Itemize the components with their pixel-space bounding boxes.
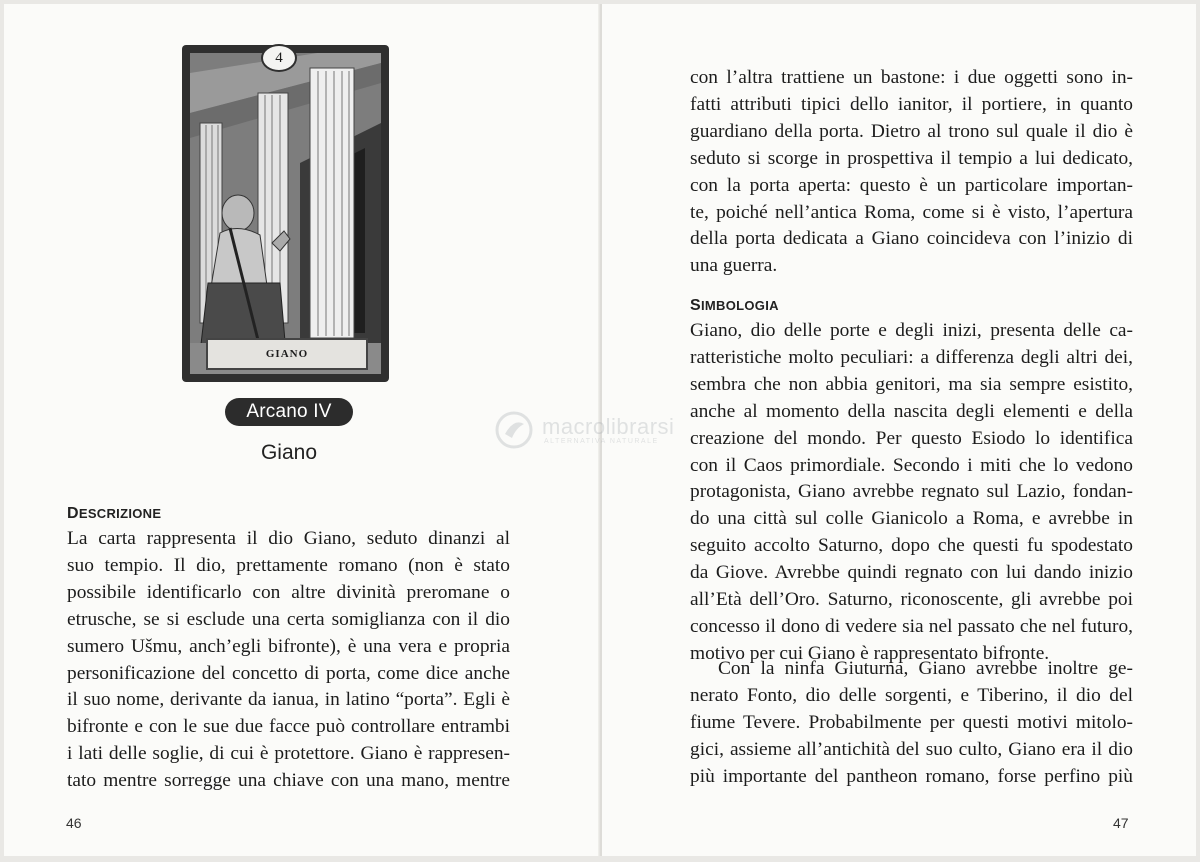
continuation-text — [690, 65, 1133, 280]
heading-rest: IMBOLOGIA — [700, 298, 779, 313]
text-line: creazione del mondo. Per questo Esiodo lo identifica — [690, 427, 1133, 449]
text-line: seduto si scorge in prospettiva il tempio a lui dedicato, — [690, 147, 1133, 169]
text-line: tato mentre sorregge una chiave con una mano, mentre — [67, 770, 510, 792]
text-line: motivo per cui Giano è rappresentato bifronte. — [690, 642, 1050, 664]
text-line: con il Caos primordiale. Secondo i miti che lo vedono — [690, 454, 1133, 476]
card-number-badge: 4 — [261, 44, 297, 72]
text-line: bifronte e con le sue due facce può controllare entrambi — [67, 716, 510, 738]
janus-temple-illustration — [190, 53, 381, 374]
arcano-label: Arcano IV — [225, 398, 353, 426]
card-artwork-frame — [190, 53, 381, 374]
watermark-tagline: ALTERNATIVA NATURALE — [544, 438, 659, 445]
page-number-left: 46 — [66, 815, 82, 831]
card-name-banner: GIANO — [206, 338, 368, 370]
page-number-right: 47 — [1113, 815, 1129, 831]
text-line: ratteristiche molto peculiari: a differenza degli altri dei, — [690, 346, 1133, 368]
text-line: Con la ninfa Giuturna, Giano avrebbe inoltre ge- — [718, 658, 1133, 679]
text-line: fatti attributi tipici dello ianitor, il portiere, in quanto — [690, 93, 1133, 115]
heading-initial: D — [67, 505, 79, 522]
text-line: Giano, dio delle porte e degli inizi, presenta delle ca- — [690, 320, 1133, 341]
text-line: La carta rappresenta il dio Giano, seduto dinanzi al — [67, 528, 510, 549]
heading-initial: S — [690, 297, 701, 314]
text-line: suo tempio. Il dio, prettamente romano (non è stato — [67, 554, 510, 576]
text-line: concesso il dono di vedere sia nel passato che nel futuro, — [690, 615, 1133, 637]
text-line: gici, assieme all’antichità del suo culto, Giano era il dio — [690, 738, 1133, 760]
heading-rest: ESCRIZIONE — [78, 506, 162, 521]
text-line: do una città sul colle Gianicolo a Roma, e avrebbe in — [690, 508, 1133, 530]
watermark-brand: macrolibrarsi — [542, 414, 675, 439]
text-line: con l’altra trattiene un bastone: i due oggetti sono in- — [690, 67, 1133, 88]
text-line: personificazione del concetto di porta, come dice anche — [67, 662, 510, 684]
text-line: più importante del pantheon romano, forse perfino più — [690, 765, 1133, 787]
section-heading-descrizione — [67, 505, 161, 523]
text-line: i lati delle soglie, di cui è protettore. Giano è rappresen- — [67, 743, 510, 765]
simbologia-text — [690, 318, 1133, 668]
text-line: protagonista, Giano avrebbe regnato sul Lazio, fondan- — [690, 481, 1133, 503]
text-line: te, poiché nell’antica Roma, come si è visto, l’apertura — [690, 201, 1133, 223]
text-line: una guerra. — [690, 255, 778, 277]
text-line: della porta dedicata a Giano coincideva con l’inizio di — [690, 228, 1133, 250]
tarot-card-illustration — [182, 45, 389, 382]
text-line: all’Età dell’Oro. Saturno, riconoscente, gli avrebbe poi — [690, 589, 1133, 611]
text-line: anche al momento della nascita degli elementi e della — [690, 400, 1133, 422]
card-title: Giano — [260, 441, 318, 464]
section-heading-simbologia — [690, 297, 779, 315]
text-line: il suo nome, derivante da ianua, in latino “porta”. Egli è — [67, 689, 510, 711]
text-line: fiume Tevere. Probabilmente per questi motivi mitolo- — [690, 711, 1133, 733]
text-line: nerato Fonto, dio delle sorgenti, e Tiberino, il dio del — [690, 684, 1133, 706]
text-line: con la porta aperta: questo è un particolare importan- — [690, 174, 1133, 196]
text-line: guardiano della porta. Dietro al trono sul quale il dio è — [690, 120, 1133, 142]
second-paragraph-text — [690, 656, 1133, 791]
text-line: sumero Ušmu, anch’egli bifronte), è una vera e propria — [67, 635, 510, 657]
descrizione-text — [67, 526, 510, 795]
text-line: sembra che non abbia genitori, ma sia sempre esistito, — [690, 373, 1133, 395]
text-line: etrusche, se si esclude una certa somiglianza con il dio — [67, 608, 510, 630]
text-line: possibile identificarlo con altre divinità preromane o — [67, 581, 510, 603]
text-line: da Giove. Avrebbe quindi regnato con lui dando inizio — [690, 562, 1133, 584]
text-line: seguito accolto Saturno, dopo che questi fu spodestato — [690, 535, 1133, 557]
